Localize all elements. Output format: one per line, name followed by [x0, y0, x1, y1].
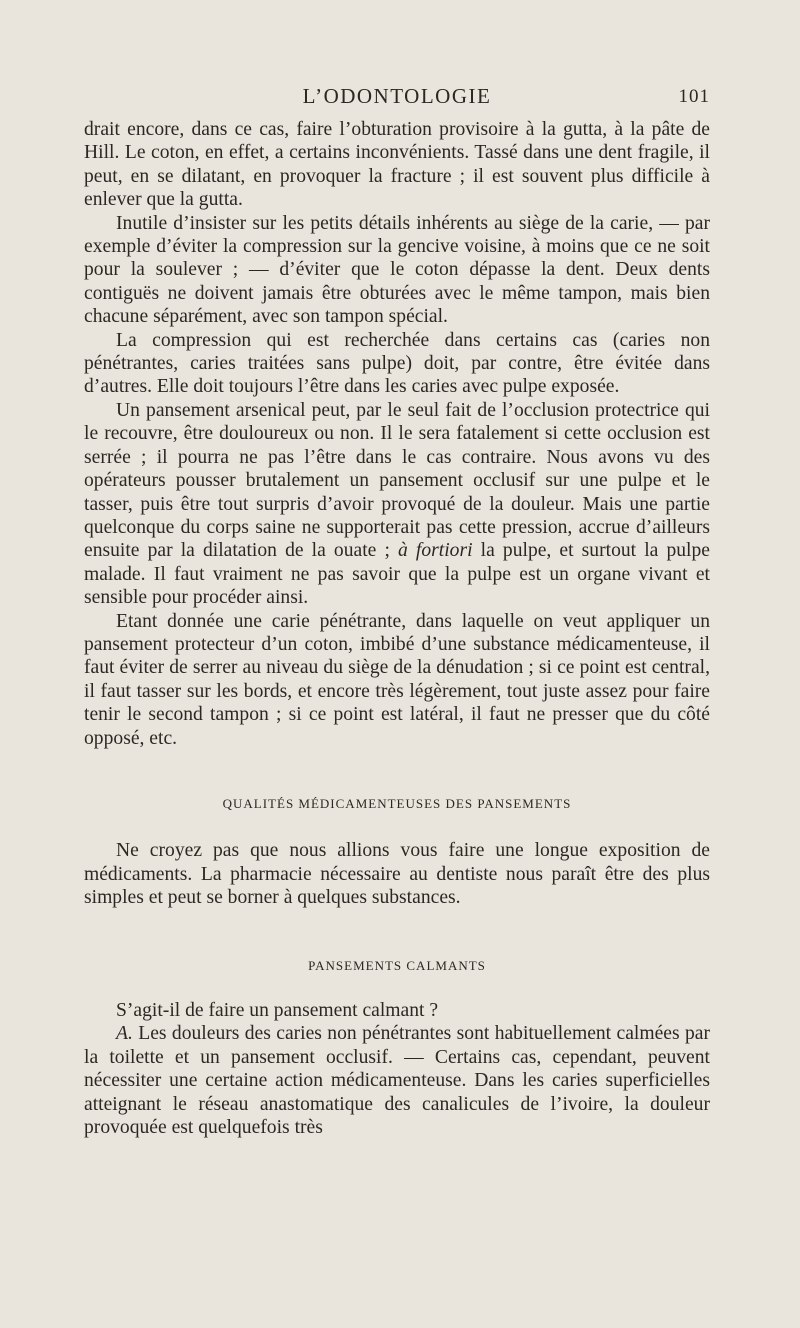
paragraph-continuation: drait encore, dans ce cas, faire l’obturation provisoire à la gutta, à la pâte de Hill. Le coton, en effet, a certains inconvénients. Tassé dans une dent fragile, il peut, en se dilatant, en provoquer la fracture ; il est souvent plus difficile à enlever que la gutta. — [84, 119, 710, 211]
paragraph-douleurs — [84, 1022, 710, 1139]
section-heading-qualites: QUALITÉS MÉDICAMENTEUSES DES PANSEMENTS — [222, 795, 572, 811]
paragraph-douleurs-text: Les douleurs des caries non pénétrantes sont habituellement calmées par la toilette et un pansement occlusif. — Certains cas, cependant, peuvent nécessiter une certaine action médicamenteuse. Dans les caries superficielles atteignant le réseau anastomatique des canalicules de l’ivoire, la douleur provoquée est quelquefois très — [84, 1023, 710, 1139]
paragraph-pansement-arsenical-tail: la pulpe, et surtout la pulpe malade. Il faut vraiment ne pas savoir que la pulpe est un organe vivant et sensible pour procéder ainsi. — [84, 540, 710, 609]
list-letter: A. — [116, 1023, 133, 1045]
paragraph-medicaments: Ne croyez pas que nous allions vous faire une longue exposition de médicaments. La pharmacie nécessaire au dentiste nous paraît être des plus simples et peut se borner à quelques substances. — [84, 840, 710, 909]
paragraph-carie-penetrante: Etant donnée une carie pénétrante, dans laquelle on veut appliquer un pansement protecteur d’un coton, imbibé d’une substance médicamenteuse, il faut éviter de serrer au niveau du siège de la dénudation ; si ce point est central, il faut tasser sur les bords, et encore très légèrement, tout juste assez pour faire tenir le second tampon ; si ce point est latéral, il faut ne presser que du côté opposé, etc. — [84, 610, 710, 749]
page-number: 101 — [678, 86, 710, 107]
italic-phrase: à fortiori — [398, 540, 473, 562]
paragraph-question: S’agit-il de faire un pansement calmant ? — [116, 1000, 439, 1021]
paragraph-pansement-arsenical — [84, 399, 710, 610]
paragraph-compression: La compression qui est recherchée dans certains cas (caries non pénétrantes, caries traitées sans pulpe) doit, par contre, être évitée dans d’autres. Elle doit toujours l’être dans les caries avec pulpe exposée. — [84, 329, 710, 398]
section-heading-calmants: PANSEMENTS CALMANTS — [308, 957, 486, 973]
body-text — [84, 118, 710, 1139]
running-title: L’ODONTOLOGIE — [302, 84, 492, 108]
paragraph-pansement-arsenical-text: Un pansement arsenical peut, par le seul fait de l’occlusion protectrice qui le recouvre, être douloureux ou non. Il le sera fatalement si cette occlusion est serrée ; il pourra ne pas l’être dans le cas contraire. Nous avons vu des opérateurs pousser brutalement un pansement occlusif sur une pulpe et le tasser, puis être tout surpris d’avoir provoqué de la douleur. Mais une partie quelconque du corps saine ne supporterait pas cette pression, accrue d’ailleurs ensuite par la dilatation de la ouate ; — [84, 399, 710, 562]
paragraph-carie-details: Inutile d’insister sur les petits détails inhérents au siège de la carie, — par exemple d’éviter la compression sur la gencive voisine, à moins que ce ne soit pour la soulever ; — d’éviter que le coton dépasse la dent. Deux dents contiguës ne doivent jamais être obturées avec le même tampon, mais bien chacune séparément, avec son tampon spécial. — [84, 212, 710, 328]
page-header — [84, 84, 710, 114]
